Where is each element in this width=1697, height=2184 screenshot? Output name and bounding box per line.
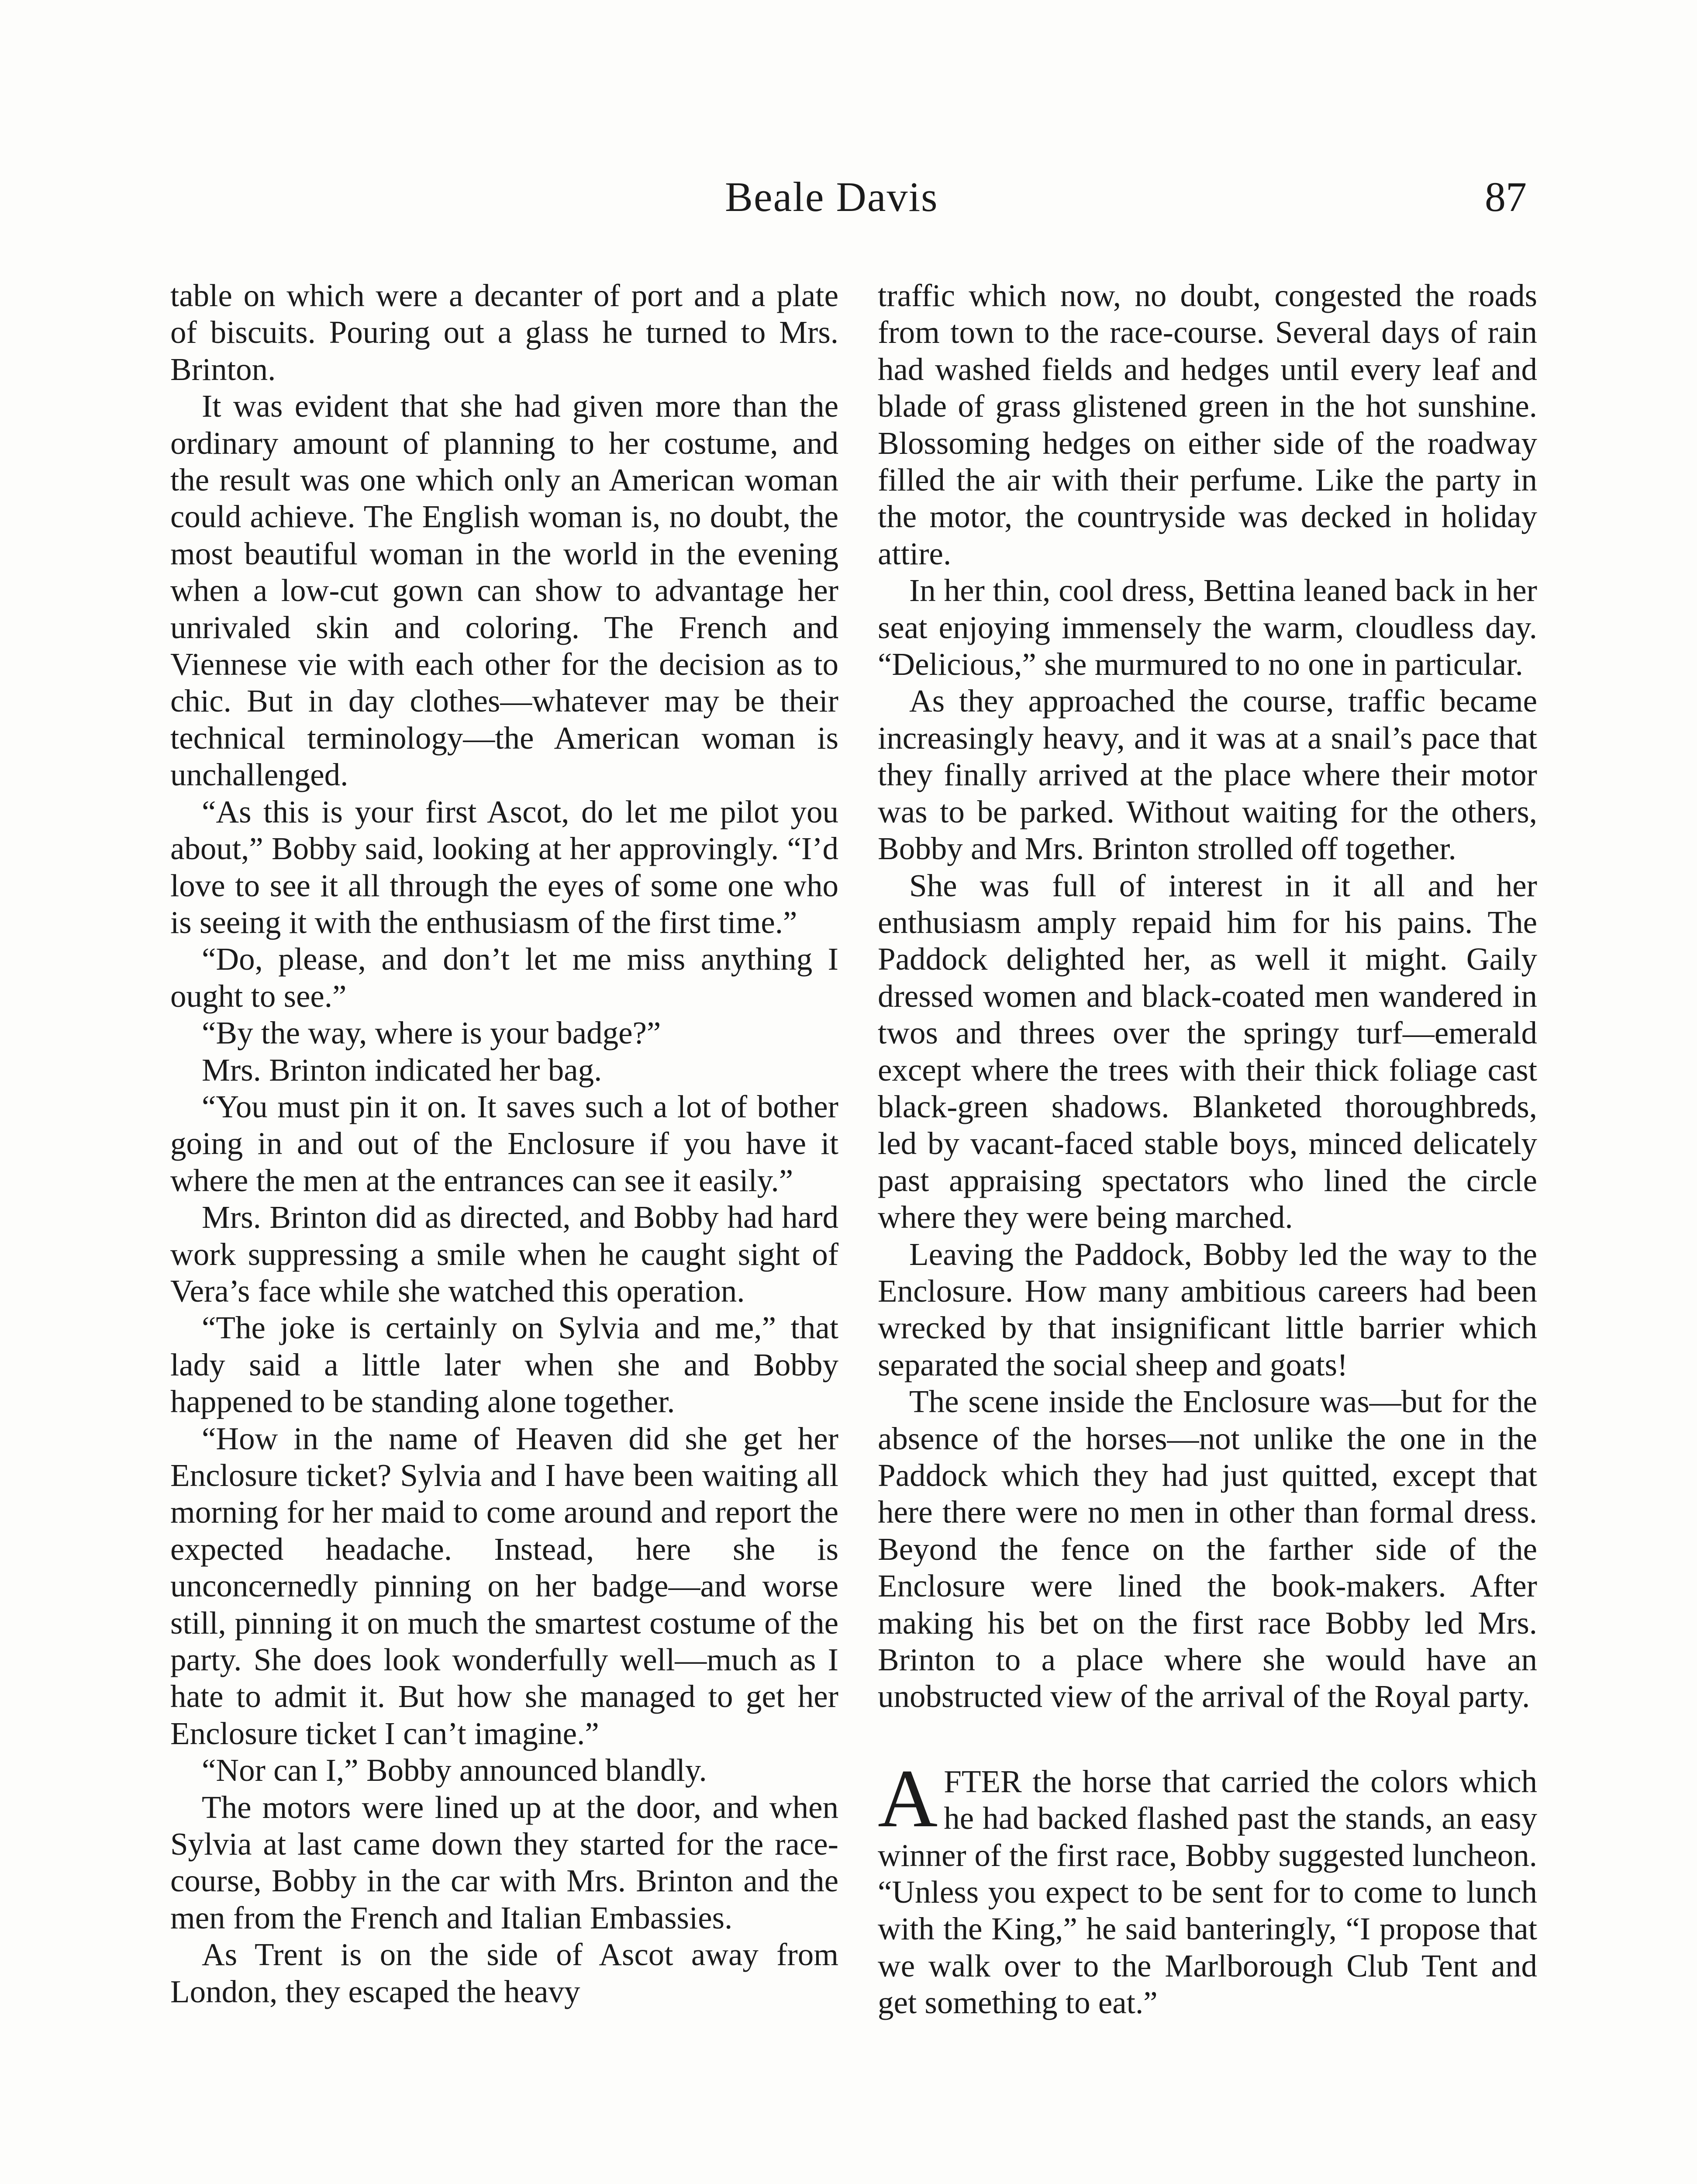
- paragraph: She was full of interest in it all and her enthusiasm amply repaid him for his pains. The Paddock delighted her, as well it might. Gaily dressed women and black-coated men wandered in twos and threes over the springy turf—emerald except where the trees with their thick foliage cast black-green shadows. Blanketed thoroughbreds, led by vacant-faced stable boys, minced delicately past appraising spectators who lined the circle where they were being marched.: [878, 867, 1537, 1235]
- paragraph: “Do, please, and don’t let me miss anything I ought to see.”: [170, 941, 838, 1014]
- paragraph: traffic which now, no doubt, congested the roads from town to the race-course. Several days of rain had washed fields and hedges until every leaf and blade of grass glistened green in the hot sunshine. Blossoming hedges on either side of the roadway filled the air with their perfume. Like the party in the motor, the countryside was decked in holiday attire.: [878, 278, 1537, 571]
- paragraph: “As this is your first Ascot, do let me pilot you about,” Bobby said, looking at her approvingly. “I’d love to see it all through the eyes of some one who is seeing it with the enthusiasm of the first time.”: [170, 794, 838, 940]
- left-column: [170, 277, 838, 2010]
- paragraph: “You must pin it on. It saves such a lot of bother going in and out of the Enclosure if you have it where the men at the entrances can see it easily.”: [170, 1089, 838, 1198]
- paragraph: “How in the name of Heaven did she get her Enclosure ticket? Sylvia and I have been waiting all morning for her maid to come around and report the expected headache. Instead, here she is unconcernedly pinning on her badge—and worse still, pinning it on much the smartest costume of the party. She does look wonderfully well—much as I hate to admit it. But how she managed to get her Enclosure ticket I can’t imagine.”: [170, 1420, 838, 1751]
- drop-cap: A: [878, 1752, 938, 1845]
- paragraph: In her thin, cool dress, Bettina leaned back in her seat enjoying immensely the warm, cloudless day. “Delicious,” she murmured to no one in particular.: [878, 573, 1537, 682]
- paragraph: Leaving the Paddock, Bobby led the way to the Enclosure. How many ambitious careers had been wrecked by that insignificant little barrier which separated the social sheep and goats!: [878, 1236, 1537, 1382]
- paragraph: It was evident that she had given more than the ordinary amount of planning to her costume, and the result was one which only an American woman could achieve. The English woman is, no doubt, the most beautiful woman in the world in the evening when a low-cut gown can show to advantage her unrivaled skin and coloring. The French and Viennese vie with each other for the decision as to chic. But in day clothes—whatever may be their technical terminology—the American woman is unchallenged.: [170, 388, 838, 793]
- paragraph: As they approached the course, traffic became increasingly heavy, and it was at a snail’s pace that they finally arrived at the place where their motor was to be parked. Without waiting for the others, Bobby and Mrs. Brinton strolled off together.: [878, 683, 1537, 867]
- running-header-title: Beale Davis: [725, 173, 938, 220]
- paragraph: “By the way, where is your badge?”: [202, 1015, 661, 1051]
- paragraph: “The joke is certainly on Sylvia and me,” that lady said a little later when she and Bobby happened to be standing alone together.: [170, 1310, 838, 1420]
- right-column: [878, 277, 1537, 2022]
- paragraph: The motors were lined up at the door, and when Sylvia at last came down they started for the race-course, Bobby in the car with Mrs. Brinton and the men from the French and Italian Embassies.: [170, 1789, 838, 1935]
- paragraph: “Nor can I,” Bobby announced blandly.: [202, 1752, 707, 1788]
- paragraph: table on which were a decanter of port and a plate of biscuits. Pouring out a glass he turned to Mrs. Brinton.: [170, 278, 838, 387]
- drop-cap-paragraph-text: FTER the horse that carried the colors which he had backed flashed past the stands, an easy winner of the first race, Bobby suggested luncheon. “Unless you expect to be sent for to come to lunch with the King,” he said banteringly, “I propose that we walk over to the Marlborough Club Tent and get something to eat.”: [878, 1763, 1537, 2021]
- paragraph: Mrs. Brinton did as directed, and Bobby had hard work suppressing a smile when he caught sight of Vera’s face while she watched this operation.: [170, 1199, 838, 1309]
- page-number: 87: [1485, 173, 1527, 220]
- paragraph: As Trent is on the side of Ascot away from London, they escaped the heavy: [170, 1937, 838, 2009]
- paragraph: The scene inside the Enclosure was—but for the absence of the horses—not unlike the one in the Paddock which they had just quitted, except that here there were no men in other than formal dress. Beyond the fence on the farther side of the Enclosure were lined the book-makers. After making his bet on the first race Bobby led Mrs. Brinton to a place where she would have an unobstructed view of the arrival of the Royal party.: [878, 1384, 1537, 1714]
- drop-cap-paragraph: [878, 1752, 1537, 2022]
- paragraph: Mrs. Brinton indicated her bag.: [202, 1052, 602, 1088]
